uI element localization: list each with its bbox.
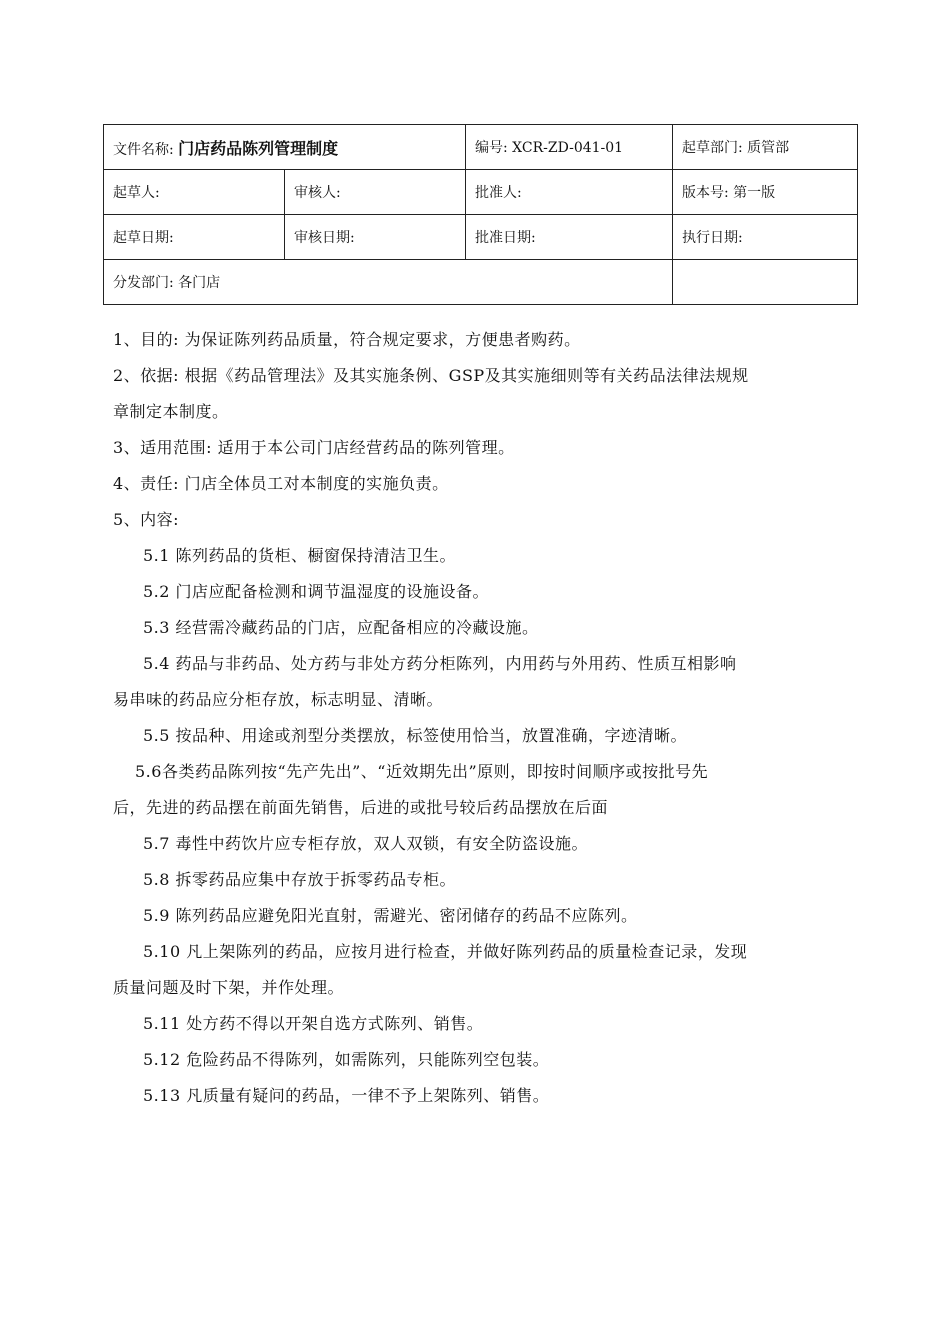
document-header-table (103, 124, 858, 305)
clause-5-6-line2: 后，先进的药品摆在前面先销售，后进的或批号较后药品摆放在后面 (113, 798, 609, 817)
clause-5-7: 5.7 毒性中药饮片应专柜存放，双人双锁，有安全防盗设施。 (143, 834, 589, 853)
paragraph-basis-line2: 章制定本制度。 (113, 402, 229, 421)
reviewer-field: 审核人: (285, 170, 466, 215)
document-title: 门店药品陈列管理制度 (178, 138, 339, 158)
clause-5-5: 5.5 按品种、用途或剂型分类摆放，标签使用恰当，放置准确，字迹清晰。 (143, 726, 688, 745)
document-number: 编号: XCR-ZD-041-01 (466, 125, 673, 170)
document-body (113, 322, 853, 1114)
paragraph-scope: 3、适用范围: 适用于本公司门店经营药品的陈列管理。 (113, 438, 515, 457)
clause-5-2: 5.2 门店应配备检测和调节温湿度的设施设备。 (143, 582, 490, 601)
clause-5-8: 5.8 拆零药品应集中存放于拆零药品专柜。 (143, 870, 457, 889)
clause-5-10-line2: 质量问题及时下架，并作处理。 (113, 978, 345, 997)
version-field: 版本号: 第一版 (673, 170, 858, 215)
paragraph-responsibility: 4、责任: 门店全体员工对本制度的实施负责。 (113, 474, 449, 493)
approver-field: 批准人: (466, 170, 673, 215)
clause-5-1: 5.1 陈列药品的货柜、橱窗保持清洁卫生。 (143, 546, 457, 565)
header-row-4 (104, 260, 858, 305)
file-name-cell (104, 125, 466, 170)
approve-date-field: 批准日期: (466, 215, 673, 260)
draft-date-field: 起草日期: (104, 215, 285, 260)
clause-5-12: 5.12 危险药品不得陈列，如需陈列，只能陈列空包装。 (143, 1050, 550, 1069)
clause-5-13: 5.13 凡质量有疑问的药品，一律不予上架陈列、销售。 (143, 1086, 550, 1105)
paragraph-purpose: 1、目的: 为保证陈列药品质量，符合规定要求，方便患者购药。 (113, 330, 581, 349)
distribution-field: 分发部门: 各门店 (104, 260, 673, 305)
clause-5-10-line1: 5.10 凡上架陈列的药品，应按月进行检查，并做好陈列药品的质量检查记录，发现 (143, 942, 748, 961)
review-date-field: 审核日期: (285, 215, 466, 260)
header-row-1 (104, 125, 858, 170)
clause-5-6-line1: 5.6各类药品陈列按“先产先出”、“近效期先出”原则，即按时间顺序或按批号先 (135, 762, 709, 781)
clause-5-4-line1: 5.4 药品与非药品、处方药与非处方药分柜陈列，内用药与外用药、性质互相影响 (143, 654, 737, 673)
empty-cell (673, 260, 858, 305)
clause-5-3: 5.3 经营需冷藏药品的门店，应配备相应的冷藏设施。 (143, 618, 539, 637)
exec-date-field: 执行日期: (673, 215, 858, 260)
header-row-2 (104, 170, 858, 215)
paragraph-basis-line1: 2、依据: 根据《药品管理法》及其实施条例、GSP及其实施细则等有关药品法律法规规 (113, 366, 749, 385)
file-name-label: 文件名称: (113, 141, 174, 158)
drafter-field: 起草人: (104, 170, 285, 215)
draft-department: 起草部门: 质管部 (673, 125, 858, 170)
clause-5-11: 5.11 处方药不得以开架自选方式陈列、销售。 (143, 1014, 484, 1033)
clause-5-4-line2: 易串味的药品应分柜存放，标志明显、清晰。 (113, 690, 444, 709)
header-row-3 (104, 215, 858, 260)
paragraph-content-heading: 5、内容: (113, 510, 180, 529)
clause-5-9: 5.9 陈列药品应避免阳光直射，需避光、密闭储存的药品不应陈列。 (143, 906, 638, 925)
